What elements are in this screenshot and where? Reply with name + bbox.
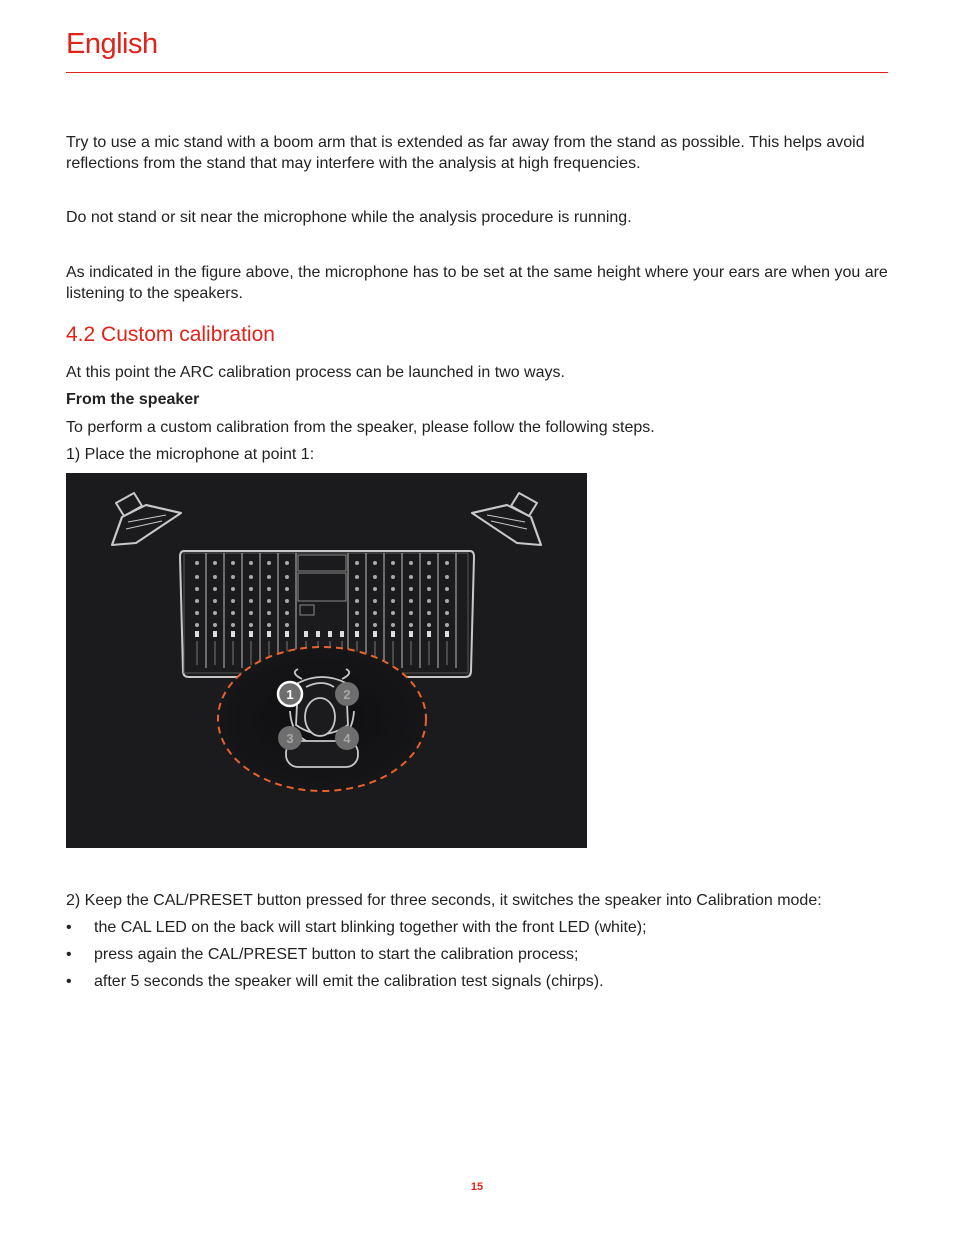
bullet-icon: • <box>66 946 72 963</box>
list-item-text: the CAL LED on the back will start blinking together with the front LED (white); <box>94 919 647 936</box>
paragraph-mic-height: As indicated in the figure above, the microphone has to be set at the same height where your ears are when you are listening to the speakers. <box>66 264 888 302</box>
subheading-from-speaker: From the speaker <box>66 391 200 408</box>
page-number: 15 <box>470 1181 484 1193</box>
list-item-text: press again the CAL/PRESET button to start the calibration process; <box>94 946 579 963</box>
paragraph-mic-stand: Try to use a mic stand with a boom arm that is extended as far away from the stand as possible. This helps avoid reflections from the stand that may interfere with the analysis at high frequencies. <box>66 134 865 172</box>
header-rule <box>66 72 888 73</box>
point-1-label: 1 <box>286 687 294 702</box>
list-item <box>66 944 891 971</box>
measurement-point-4 <box>335 726 359 750</box>
diagram-svg <box>66 473 587 848</box>
calibration-diagram <box>66 473 587 848</box>
calibration-bullet-list <box>66 917 891 998</box>
section-title: 4.2 Custom calibration <box>66 323 275 346</box>
point-4-label: 4 <box>343 731 351 746</box>
language-title: English <box>66 28 158 60</box>
step-intro: To perform a custom calibration from the speaker, please follow the following steps. <box>66 419 655 436</box>
list-item <box>66 917 891 944</box>
step-1: 1) Place the microphone at point 1: <box>66 446 315 463</box>
measurement-point-1 <box>278 682 302 706</box>
section-intro: At this point the ARC calibration process can be launched in two ways. <box>66 364 565 381</box>
point-3-label: 3 <box>286 731 294 746</box>
step-2: 2) Keep the CAL/PRESET button pressed for three seconds, it switches the speaker into Calibration mode: <box>66 892 822 909</box>
bullet-icon: • <box>66 919 72 936</box>
list-item <box>66 971 891 998</box>
bullet-icon: • <box>66 973 72 990</box>
point-2-label: 2 <box>343 687 351 702</box>
paragraph-dont-stand: Do not stand or sit near the microphone while the analysis procedure is running. <box>66 209 632 226</box>
measurement-point-2 <box>335 682 359 706</box>
measurement-point-3 <box>278 726 302 750</box>
list-item-text: after 5 seconds the speaker will emit the calibration test signals (chirps). <box>94 973 604 990</box>
